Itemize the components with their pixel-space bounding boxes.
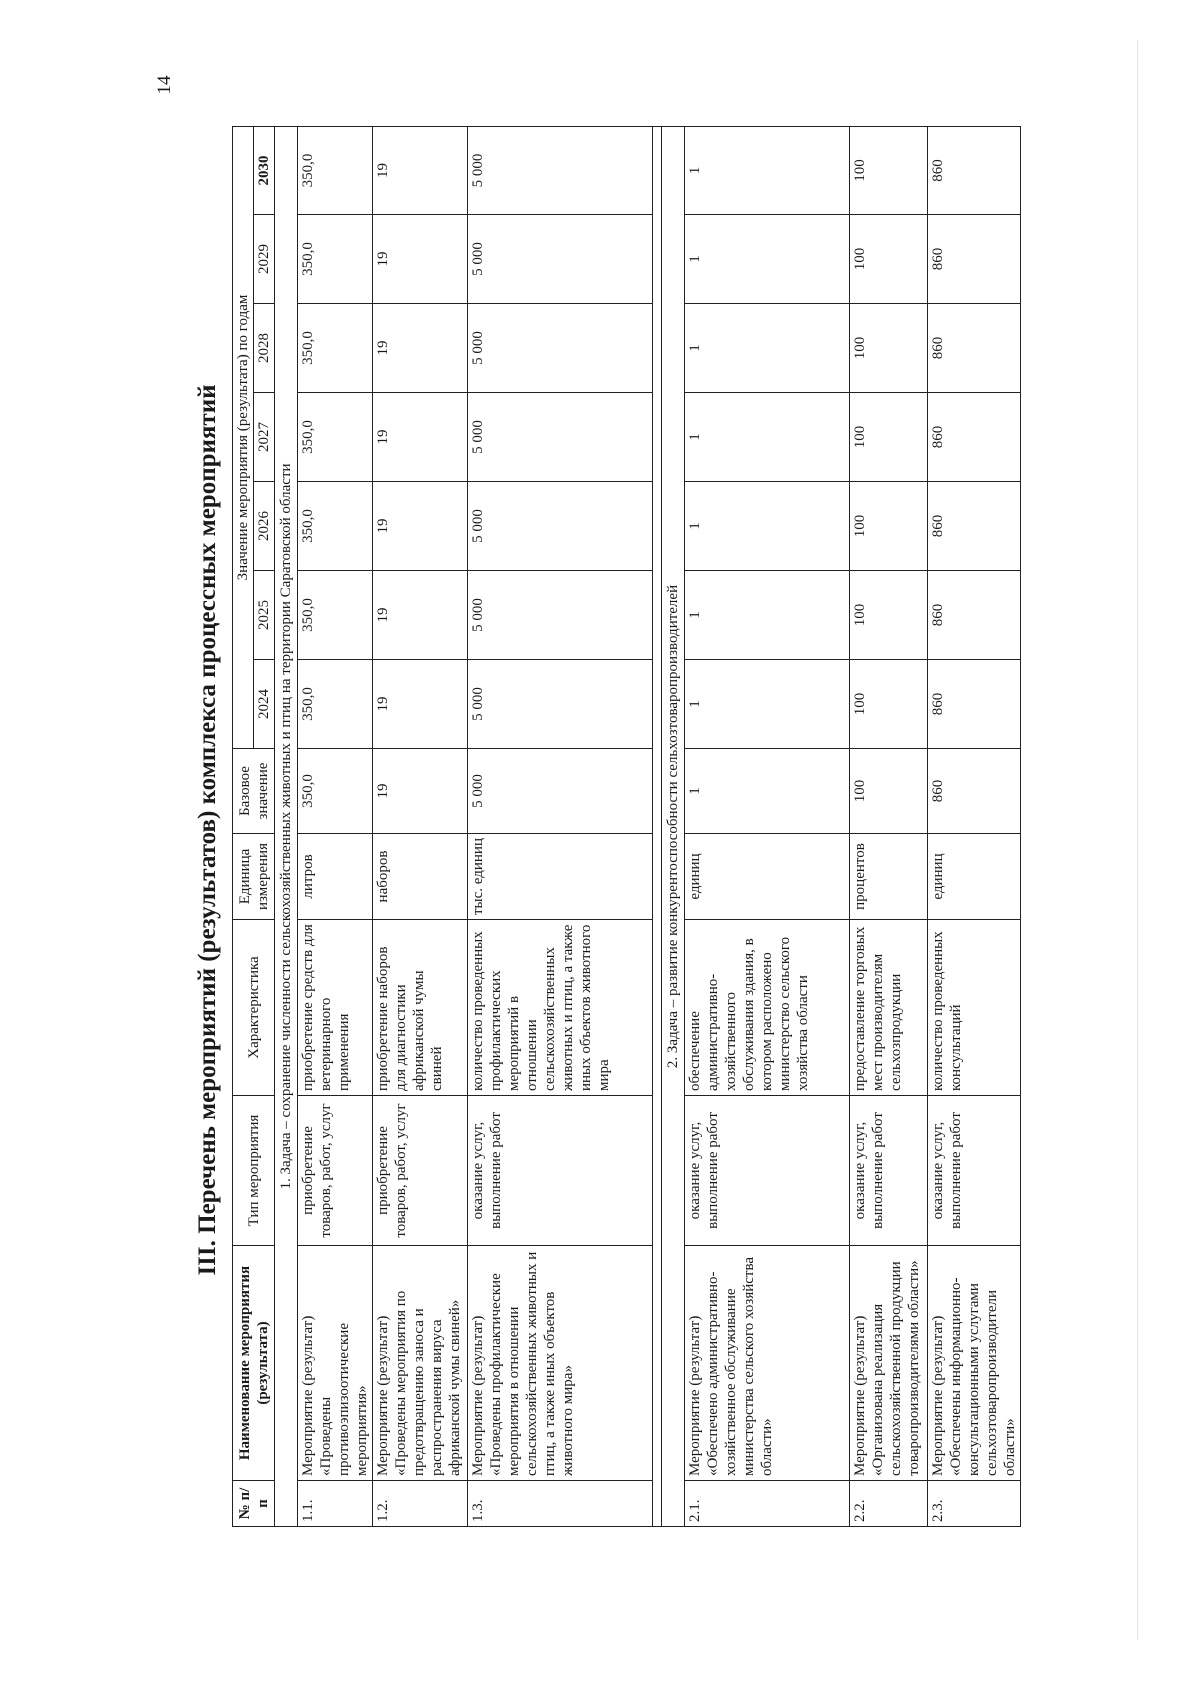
row-value: 1 bbox=[685, 482, 850, 571]
row-unit: единиц bbox=[928, 834, 1021, 920]
row-characteristic: предоставление торговых мест производителям сельхозпродукции bbox=[850, 920, 928, 1096]
row-value: 5 000 bbox=[468, 304, 653, 393]
row-value: 19 bbox=[373, 393, 468, 482]
document-title-wrapper bbox=[188, 160, 228, 1500]
row-type: оказание услуг, выполнение работ bbox=[468, 1096, 653, 1246]
header-type: Тип мероприятия bbox=[233, 1096, 275, 1246]
section-row bbox=[662, 126, 685, 1526]
row-value: 350,0 bbox=[298, 482, 373, 571]
table-row bbox=[850, 126, 928, 1526]
row-value: 1 bbox=[685, 215, 850, 304]
row-value: 350,0 bbox=[298, 393, 373, 482]
events-table bbox=[232, 126, 1021, 1527]
row-type: оказание услуг, выполнение работ bbox=[928, 1096, 1021, 1246]
row-value: 5 000 bbox=[468, 571, 653, 660]
row-name: Мероприятие (результат) «Организована реализация сельскохозяйственной продукции товаропроизводителями области» bbox=[850, 1246, 928, 1481]
rotated-table-container bbox=[232, 127, 1072, 1527]
header-year: 2029 bbox=[254, 215, 275, 304]
row-base: 100 bbox=[850, 749, 928, 834]
row-characteristic: обеспечение административно-хозяйственного обслуживания здания, в котором расположено министерство сельского хозяйства области bbox=[685, 920, 850, 1096]
row-value: 860 bbox=[928, 660, 1021, 749]
row-value: 860 bbox=[928, 304, 1021, 393]
spacer-row bbox=[653, 126, 662, 1526]
row-value: 1 bbox=[685, 571, 850, 660]
row-type: приобретение товаров, работ, услуг bbox=[298, 1096, 373, 1246]
row-characteristic: количество проведенных консультаций bbox=[928, 920, 1021, 1096]
row-unit: литров bbox=[298, 834, 373, 920]
row-name: Мероприятие (результат) «Обеспечено административно-хозяйственное обслуживание министерства сельского хозяйства области» bbox=[685, 1246, 850, 1481]
row-value: 100 bbox=[850, 126, 928, 214]
row-value: 1 bbox=[685, 393, 850, 482]
row-unit: единиц bbox=[685, 834, 850, 920]
row-num: 2.3. bbox=[928, 1481, 1021, 1527]
row-value: 350,0 bbox=[298, 126, 373, 214]
row-name: Мероприятие (результат) «Обеспечены информационно-консультационными услугами сельхозтоваропроизводители области» bbox=[928, 1246, 1021, 1481]
row-name: Мероприятие (результат) «Проведены противоэпизоотические мероприятия» bbox=[298, 1246, 373, 1481]
header-year: 2024 bbox=[254, 660, 275, 749]
row-value: 350,0 bbox=[298, 304, 373, 393]
header-num: № п/п bbox=[233, 1481, 275, 1527]
row-name: Мероприятие (результат) «Проведены мероприятия по предотвращению заноса и распространения вируса африканской чумы свиней» bbox=[373, 1246, 468, 1481]
row-characteristic: количество проведенных профилактических мероприятий в отношении сельскохозяйственных животных и птиц, а также иных объектов животного мира bbox=[468, 920, 653, 1096]
row-value: 1 bbox=[685, 660, 850, 749]
row-unit: наборов bbox=[373, 834, 468, 920]
row-base: 5 000 bbox=[468, 749, 653, 834]
header-values-by-year: Значение мероприятия (результата) по годам bbox=[233, 126, 254, 748]
header-year: 2030 bbox=[254, 126, 275, 214]
row-value: 860 bbox=[928, 571, 1021, 660]
row-value: 19 bbox=[373, 215, 468, 304]
row-num: 2.2. bbox=[850, 1481, 928, 1527]
row-value: 5 000 bbox=[468, 126, 653, 214]
header-year: 2028 bbox=[254, 304, 275, 393]
row-value: 19 bbox=[373, 571, 468, 660]
row-unit: процентов bbox=[850, 834, 928, 920]
row-characteristic: приобретение наборов для диагностики африканской чумы свиней bbox=[373, 920, 468, 1096]
row-value: 5 000 bbox=[468, 482, 653, 571]
section-title: 1. Задача – сохранение численности сельскохозяйственных животных и птиц на территории Саратовской области bbox=[275, 126, 298, 1526]
row-value: 860 bbox=[928, 126, 1021, 214]
row-value: 100 bbox=[850, 660, 928, 749]
header-characteristic: Характеристика bbox=[233, 920, 275, 1096]
row-value: 100 bbox=[850, 482, 928, 571]
document-title: III. Перечень мероприятий (результатов) комплекса процессных мероприятий bbox=[194, 384, 221, 1276]
row-value: 5 000 bbox=[468, 215, 653, 304]
header-year: 2025 bbox=[254, 571, 275, 660]
row-value: 100 bbox=[850, 393, 928, 482]
table-row bbox=[468, 126, 653, 1526]
table-row bbox=[373, 126, 468, 1526]
row-value: 1 bbox=[685, 304, 850, 393]
table-row bbox=[928, 126, 1021, 1526]
row-value: 19 bbox=[373, 304, 468, 393]
row-value: 5 000 bbox=[468, 660, 653, 749]
row-value: 5 000 bbox=[468, 393, 653, 482]
row-num: 2.1. bbox=[685, 1481, 850, 1527]
row-value: 860 bbox=[928, 482, 1021, 571]
row-num: 1.1. bbox=[298, 1481, 373, 1527]
row-type: оказание услуг, выполнение работ bbox=[685, 1096, 850, 1246]
row-base: 19 bbox=[373, 749, 468, 834]
table-row bbox=[298, 126, 373, 1526]
events-table-wrapper bbox=[232, 127, 1072, 1527]
row-type: оказание услуг, выполнение работ bbox=[850, 1096, 928, 1246]
header-base: Базовое значение bbox=[233, 749, 275, 834]
row-value: 100 bbox=[850, 304, 928, 393]
row-value: 860 bbox=[928, 393, 1021, 482]
row-value: 19 bbox=[373, 482, 468, 571]
row-num: 1.2. bbox=[373, 1481, 468, 1527]
row-value: 100 bbox=[850, 215, 928, 304]
row-unit: тыс. единиц bbox=[468, 834, 653, 920]
page-number: 14 bbox=[154, 75, 175, 95]
row-value: 19 bbox=[373, 660, 468, 749]
row-characteristic: приобретение средств для ветеринарного применения bbox=[298, 920, 373, 1096]
section-title: 2. Задача – развитие конкурентоспособности сельхозтоваропроизводителей bbox=[662, 126, 685, 1526]
table-row bbox=[685, 126, 850, 1526]
row-value: 860 bbox=[928, 215, 1021, 304]
header-year: 2026 bbox=[254, 482, 275, 571]
row-name: Мероприятие (результат) «Проведены профилактические мероприятия в отношении сельскохозяйственных животных и птиц, а также иных объектов животного мира» bbox=[468, 1246, 653, 1481]
section-row bbox=[275, 126, 298, 1526]
row-value: 100 bbox=[850, 571, 928, 660]
scan-edge-line bbox=[1137, 40, 1138, 1640]
header-unit: Единица измерения bbox=[233, 834, 275, 920]
row-value: 350,0 bbox=[298, 660, 373, 749]
row-value: 1 bbox=[685, 126, 850, 214]
header-name: Наименование мероприятия (результата) bbox=[233, 1246, 275, 1481]
row-base: 1 bbox=[685, 749, 850, 834]
row-value: 19 bbox=[373, 126, 468, 214]
row-base: 350,0 bbox=[298, 749, 373, 834]
row-value: 350,0 bbox=[298, 571, 373, 660]
row-value: 350,0 bbox=[298, 215, 373, 304]
row-type: приобретение товаров, работ, услуг bbox=[373, 1096, 468, 1246]
row-base: 860 bbox=[928, 749, 1021, 834]
header-year: 2027 bbox=[254, 393, 275, 482]
row-num: 1.3. bbox=[468, 1481, 653, 1527]
